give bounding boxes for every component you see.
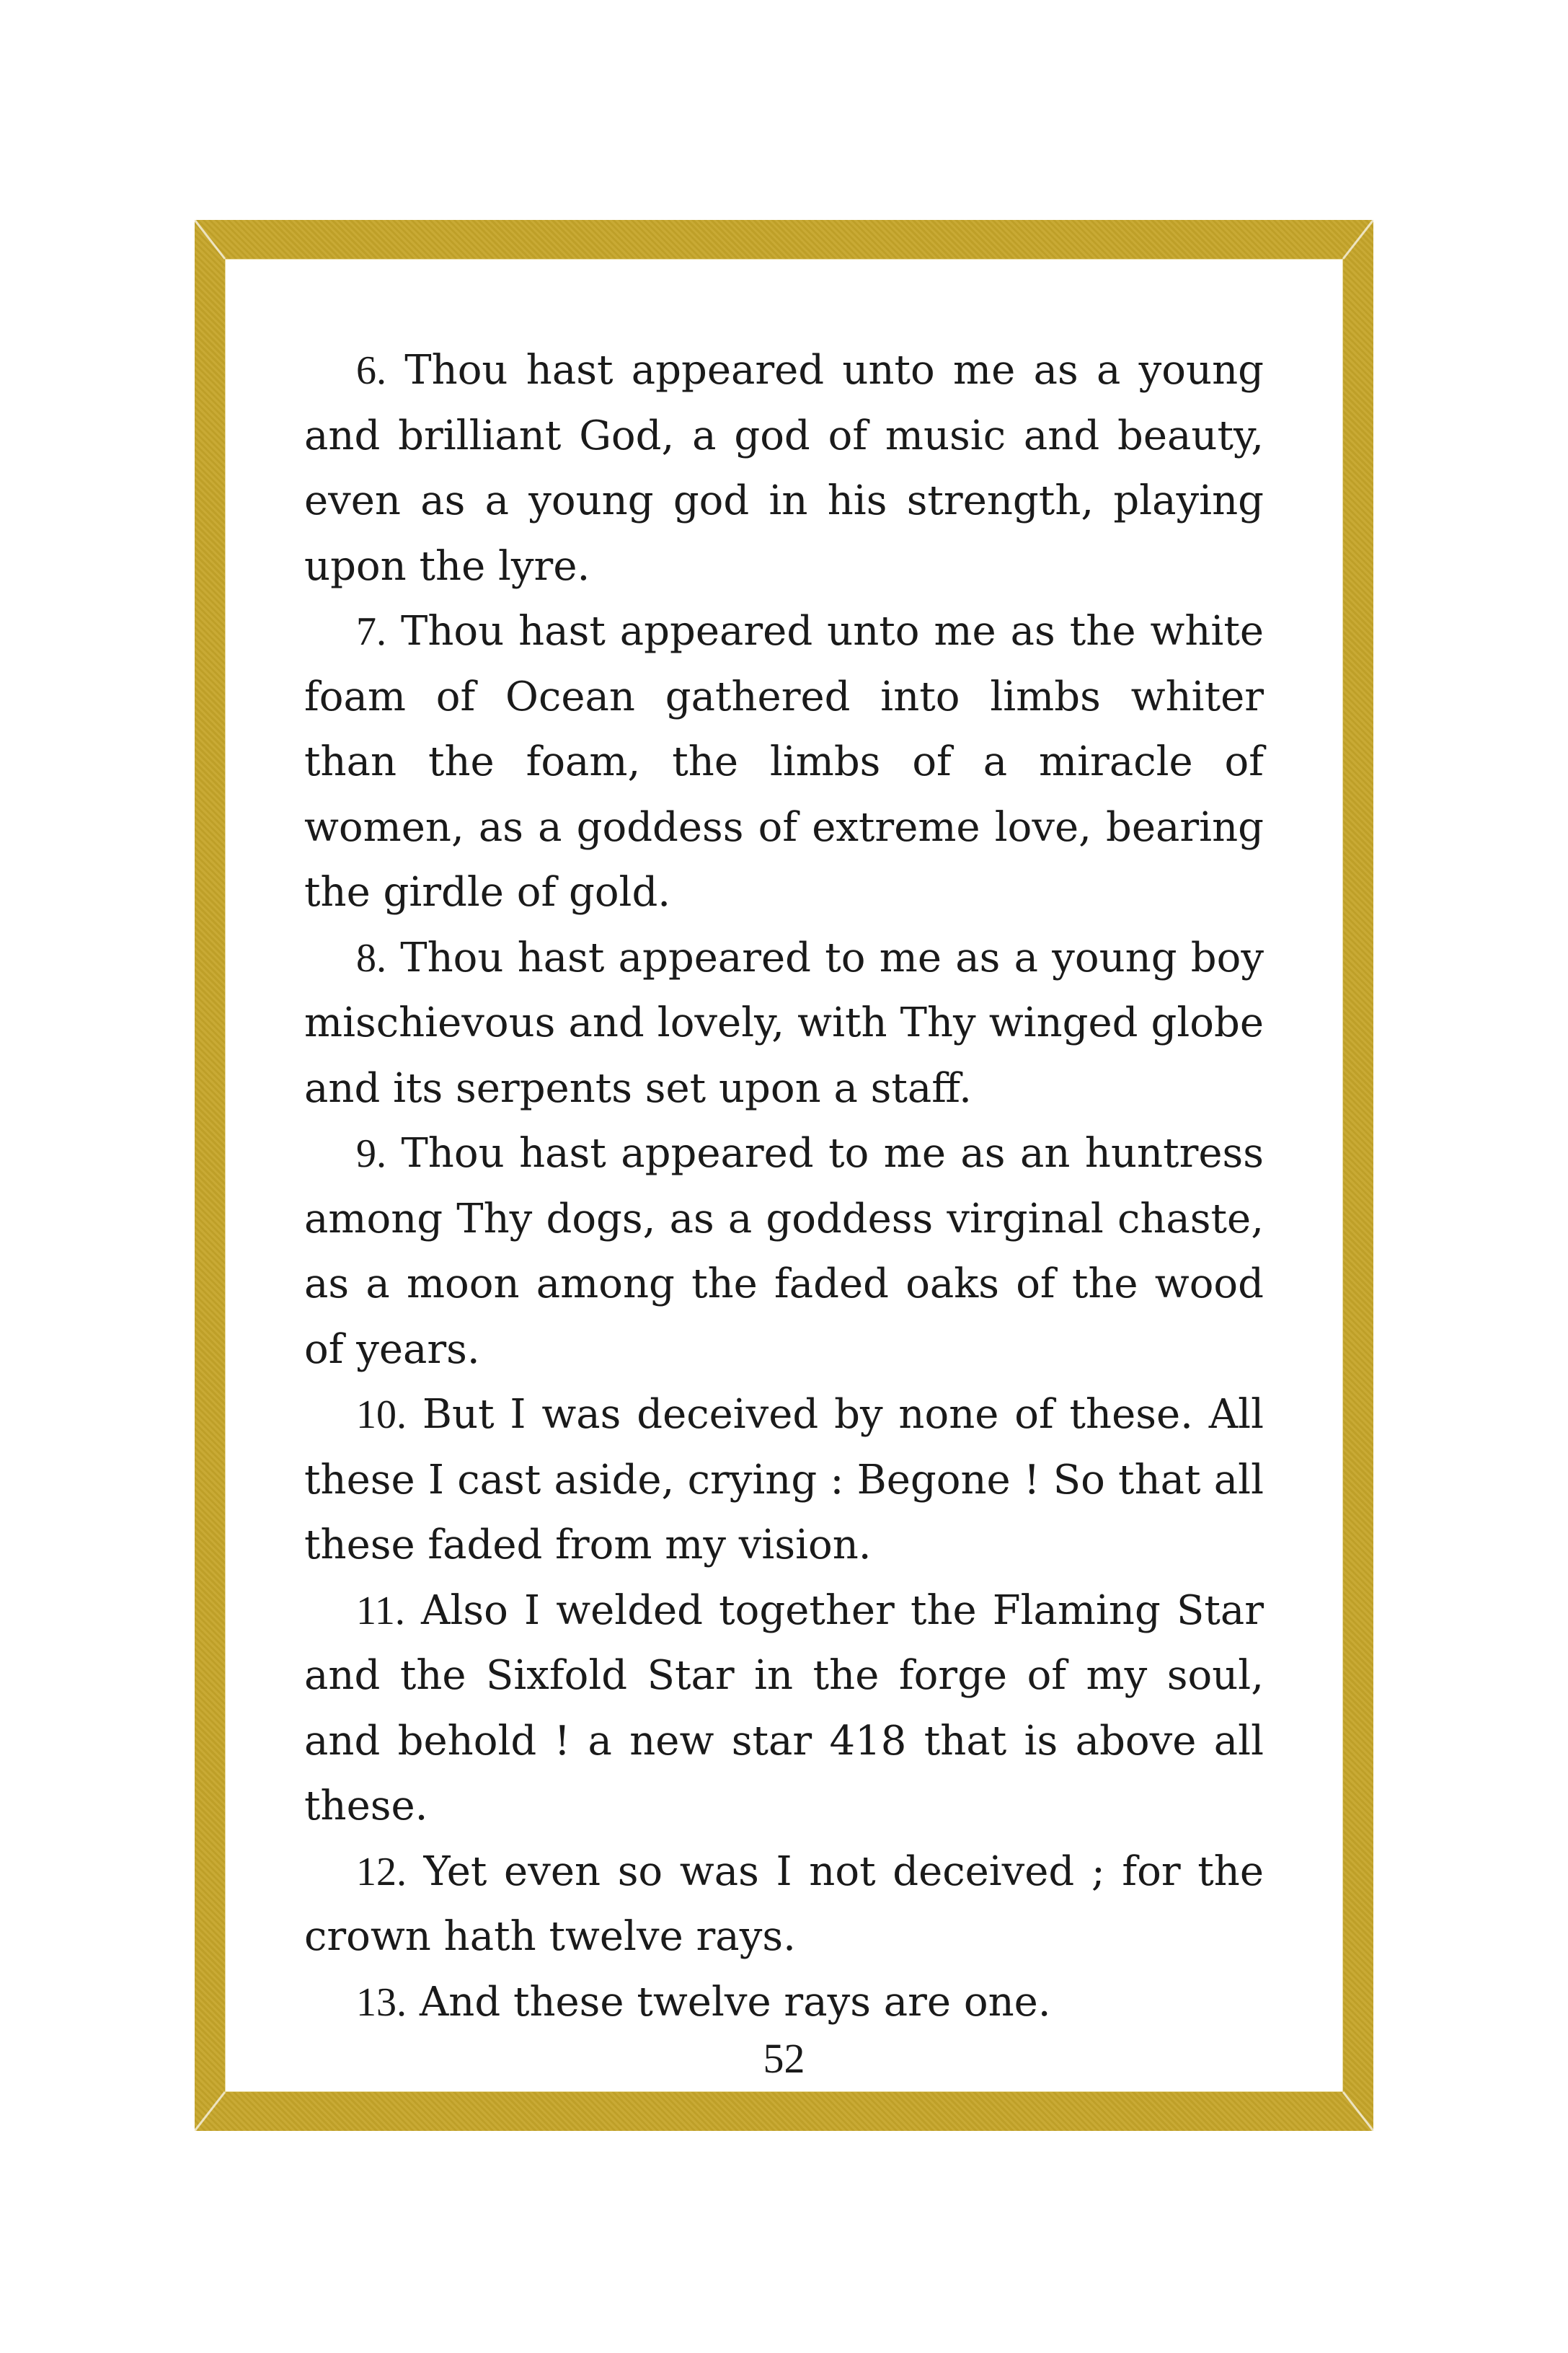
verse-7 [304,599,1264,926]
verse-text: Thou hast appeared to me as an huntress among Thy dogs, as a goddess virginal chaste, as a moon among the faded oaks of the wood of years. [304,1130,1264,1373]
verse-text: Yet even so was I not deceived ; for the crown hath twelve rays. [304,1847,1264,1960]
verse-text: Also I welded together the Flaming Star and the Sixfold Star in the forge of my soul, and behold ! a new star 418 that is above all these. [304,1586,1264,1829]
verse-text: Thou hast appeared unto me as the white foam of Ocean gathered into limbs whiter than the foam, the limbs of a miracle of women, as a goddess of extreme love, bearing the girdle of gold. [304,608,1264,916]
verse-text: And these twelve rays are one. [419,1978,1051,2026]
verse-13 [304,1970,1264,2036]
verse-10 [304,1382,1264,1579]
verse-number: 13. [356,1979,407,2025]
verse-8 [304,926,1264,1122]
verse-text: Thou hast appeared unto me as a young and brilliant God, a god of music and beauty, even as a young god in his strength, playing upon the lyre. [304,347,1264,590]
verse-text: But I was deceived by none of these. All these I cast aside, crying : Begone ! So that all these faded from my vision. [304,1391,1264,1568]
gold-frame [195,220,1373,2131]
text-panel [225,259,1343,2092]
verse-list [225,259,1343,2092]
page-number: 52 [763,2035,805,2082]
verse-6 [304,338,1264,599]
verse-12 [304,1840,1264,1970]
verse-number: 10. [356,1392,407,1437]
verse-11 [304,1579,1264,1840]
verse-number: 12. [356,1849,407,1894]
verse-9 [304,1121,1264,1382]
verse-number: 6. [356,348,386,393]
verse-number: 9. [356,1131,386,1176]
verse-number: 7. [356,609,386,654]
verse-number: 11. [356,1588,405,1633]
verse-text: Thou hast appeared to me as a young boy mischievous and lovely, with Thy winged globe and its serpents set upon a staff. [304,934,1264,1112]
verse-number: 8. [356,935,386,981]
